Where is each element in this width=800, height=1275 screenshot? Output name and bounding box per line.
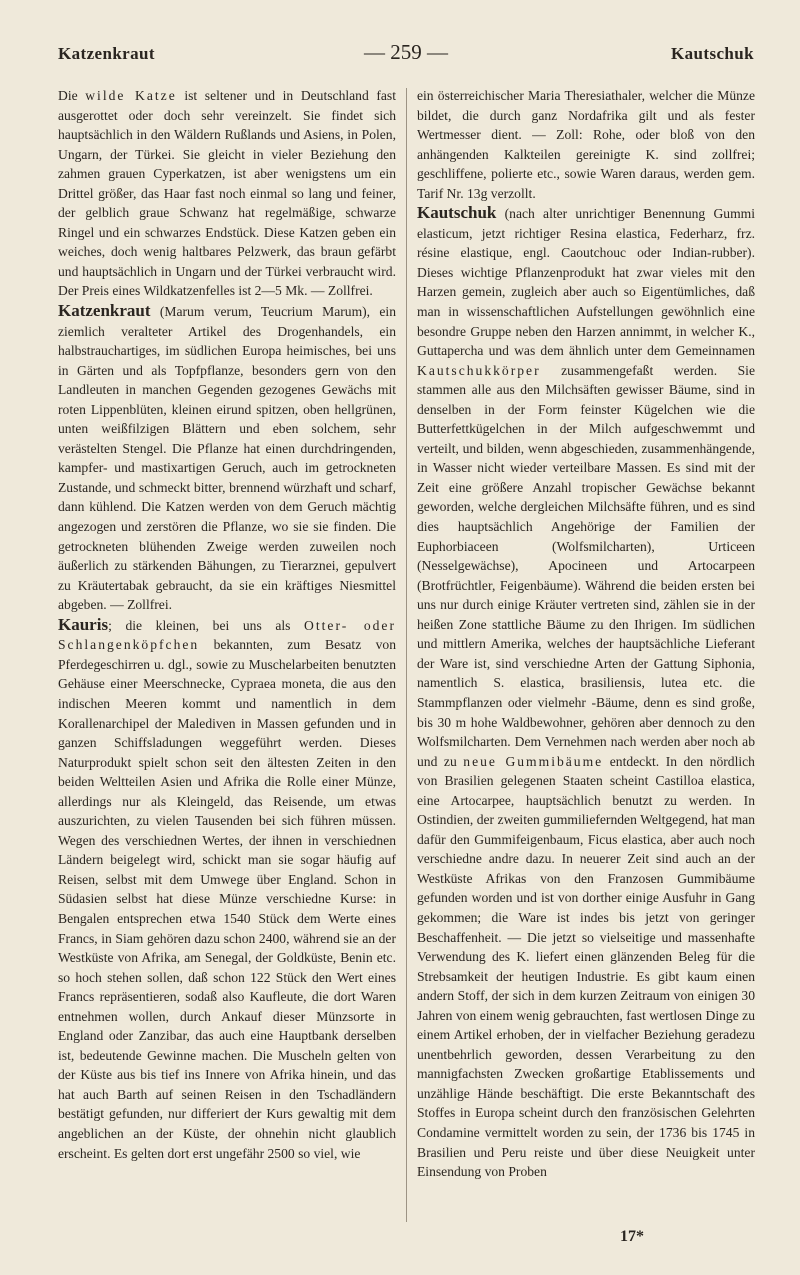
- entry-headword: Katzenkraut: [58, 301, 151, 321]
- spaced-term: neue Gummibäume: [463, 753, 604, 769]
- running-header: [58, 40, 754, 70]
- right-column: [417, 86, 755, 1182]
- page-number: — 259 —: [364, 40, 448, 64]
- spaced-term: Kautschukkörper: [417, 362, 541, 378]
- entry-headword: Kautschuk: [417, 203, 497, 223]
- spaced-term: Otter- oder Schlangenköpfchen: [58, 617, 396, 653]
- left-column: [58, 86, 396, 1163]
- header-left-keyword: Katzenkraut: [58, 44, 155, 63]
- sheet-signature: 17*: [620, 1228, 644, 1245]
- entry-wilde-katze: Die wilde Katze ist seltener und in Deutschland fast ausgerottet oder doch sehr vereinzelt. Sie findet sich hauptsächlich in den Wäldern Rußlands und Asiens, in Polen, Ungarn, der Türkei. Sie gleicht in vieler Beziehung den zahmen grauen Cyperkatzen, ist aber wenigstens um ein Drittel größer, das Haar fast noch einmal so lang und feiner, der gelblich graue Schwanz hat regelmäßige, schwarze Ringel und ein schwarzes Endstück. Diese Katzen geben ein weiches, doch wenig haltbares Pelzwerk, das braun gefärbt und hauptsächlich in Ungarn und der Türkei verbraucht wird. Der Preis eines Wildkatzenfelles ist 2—5 Mk. — Zollfrei.: [58, 88, 396, 299]
- entry-kauris: Kauris; die kleinen, bei uns als Otter- oder Schlangenköpfchen bekannten, zum Besatz von Pferdegeschirren u. dgl., sowie zu Muschelarbeiten benutzten Gehäuse einer Meerschnecke, Cypraea moneta, die aus den indischen Meeren kommt und namentlich in dem Korallenarchipel der Malediven in Massen gefunden und in ganzen Schiffsladungen weggeführt werden. Dieses Naturprodukt spielt schon seit den ältesten Zeiten in den beiden Weltteilen Asien und Afrika die Rolle einer Münze, allerdings nur als Kleingeld, das Reisende, um etwas auszurichten, zu vielen Tausenden bei sich führen müssen. Wegen des verschiednen Wertes, der ihnen in verschiednen Ländern beigelegt wird, schickt man sie sogar häufig auf Reisen, selbst mit dem Umwege über England. Schon in Südasien selbst hat diese Münze verschiedne Kurse: in Bengalen entsprechen etwa 1540 Stück dem Werte eines Francs, in Siam gehören dazu schon 2400, während sie an der Westküste von Afrika, am Senegal, der Goldküste, Benin etc. so hoch stehen sollen, daß schon 122 Stück den Wert eines Francs repräsentieren, sodaß also Kaufleute, die dort Waren entnehmen wollen, durch Ankauf dieser Münzsorte in England oder Zanzibar, das auch eine Hauptbank derselben ist, bedeutende Gewinne machen. Die Muscheln gelten von der Küste aus bis tief ins Innere von Afrika hinein, und das hat auch Barth auf seinen Reisen in den Tschadländern bestätigt gefunden, nur differiert der Kurs gewaltig mit dem angeblichen an der Küste, der ohnehin nicht glaublich erscheint. Es gelten dort erst ungefähr 2500 so viel, wie: [58, 614, 396, 1161]
- entry-headword: Kauris: [58, 614, 109, 634]
- spaced-term: wilde Katze: [85, 88, 177, 103]
- entry-kauris-continued: ein österreichischer Maria Theresiathaler, welcher die Münze bildet, die durch ganz Nordafrika gilt und als fester Wertmesser dient. — Zoll: Rohe, oder bloß von den anhängenden Kalkteilen gereinigte K. sind zollfrei; geschliffene, polierte etc., sowie Waren daraus, werden gem. Tarif Nr. 13g verzollt.: [417, 88, 755, 201]
- header-right-keyword: Kautschuk: [671, 44, 754, 63]
- column-divider: [406, 88, 407, 1222]
- entry-kautschuk: Kautschuk (nach alter unrichtiger Benennung Gummi elasticum, jetzt richtiger Resina elastica, Federharz, frz. résine elastique, engl. Caoutchouc oder Indian-rubber). Dieses wichtige Pflanzenprodukt hat zwar vieles mit den Harzen gemein, zugleich aber auch so Eigentümliches, daß man in wissenschaftlichen Aufstellungen gewöhnlich eine besondre Gruppe neben den Harzen annimmt, in welcher K., Guttapercha und was dem ähnlich unter dem Gemeinnamen Kautschukkörper zusammengefaßt werden. Sie stammen alle aus den Milchsäften gewisser Bäume, sind in denselben in der Form feinster Kügelchen wie die Butterfettkügelchen in der Milch aufgeschwemmt und verteilt, und bilden, wenn abgeschieden, zusammenhängende, in Wasser nicht wieder verteilbare Massen. Es sind mit der Zeit eine größere Anzahl tropischer Gewächse bekannt geworden, welche dergleichen Milchsäfte führen, und es sind dies hauptsächlich Angehörige der Familien der Euphorbiaceen (Wolfsmilcharten), Urticeen (Nesselgewächse), Apocineen und Artocarpeen (Brotfrüchtler, Feigenbäume). Während die beiden ersten bei uns nur durch einige Kräuter vertreten sind, zählen sie in der heißen Zone stattliche Bäume zu den Ihrigen. Im südlichen und mittlern Amerika, welches der hauptsächliche Lieferant der Ware ist, sind verschiedne Arten der Gattung Siphonia, namentlich S. elastica, brasiliensis, lutea etc. die Stammpflanzen oder vielmehr -Bäume, denn es sind große, bis 30 m hohe Waldbewohner, gehören aber dennoch zu den Wolfsmilcharten. Dem Vernehmen nach werden aber noch ab und zu neue Gummibäume entdeckt. In den nördlich von Brasilien gelegenen Staaten scheint Castilloa elastica, eine Artocarpee, hauptsächlich benutzt zu werden. In Ostindien, der zweiten gummiliefernden Weltgegend, hat man dafür den Gummifeigenbaum, Ficus elastica, aber auch noch verschiedne andre dazu. In neuerer Zeit sind auch an der Westküste Afrikas von den Franzosen Gummibäume gefunden worden und ist von dorther einige Ausfuhr in Gang gekommen; die Ware ist indes bis jetzt von geringer Beschaffenheit. — Die jetzt so vielseitige und massenhafte Verwendung des K. liefert einen glänzenden Beleg für die Strebsamkeit der heutigen Industrie. Es gibt kaum einen andern Stoff, der sich in dem kurzen Zeitraum von einigen 30 Jahren von einem wenig gebrauchten, fast wertlosen Dinge zu einem Artikel erhoben, der in vielfacher Beziehung geradezu unentbehrlich geworden, dessen Verarbeitung zu den mannigfachsten Zwecken großartige Etablissements und unzählige Hände beschäftigt. Die erste Bekanntschaft des Stoffes in Europa scheint durch den französischen Gelehrten Condamine vermittelt worden zu sein, der 1736 bis 1745 in Brasilien und Peru reiste und über diese Neuigkeit unter Einsendung von Proben: [417, 203, 755, 1180]
- entry-katzenkraut: Katzenkraut (Marum verum, Teucrium Marum), ein ziemlich veralteter Artikel des Drogenhandels, ein halbstrauchartiges, im südlichen Europa heimisches, bei uns in Gärten und als Topfpflanze, besonders gern von den Landleuten in manchen Gegenden gezogenes Gewächs mit roten Lippenblüten, kleinen eirund spitzen, oben hellgrünen, unten weißfilzigen Blättern und eben solchem, sehr verästelten Stengel. Die Pflanze hat einen durchdringenden, kampfer- und mastixartigen Geruch, auch im getrockneten Zustande, und schmeckt bitter, brennend würzhaft und scharf, dann kühlend. Die Katzen werden von dem Geruch mächtig angezogen und zerstören die Pflanze, wo sie sie finden. Die getrockneten blühenden Zweige werden zuweilen noch äußerlich zu stärkenden Bähungen, zu Tierarznei, gepulvert zu Kräutertabak gebraucht, da sie ein kräftiges Niesmittel abgeben. — Zollfrei.: [58, 301, 396, 613]
